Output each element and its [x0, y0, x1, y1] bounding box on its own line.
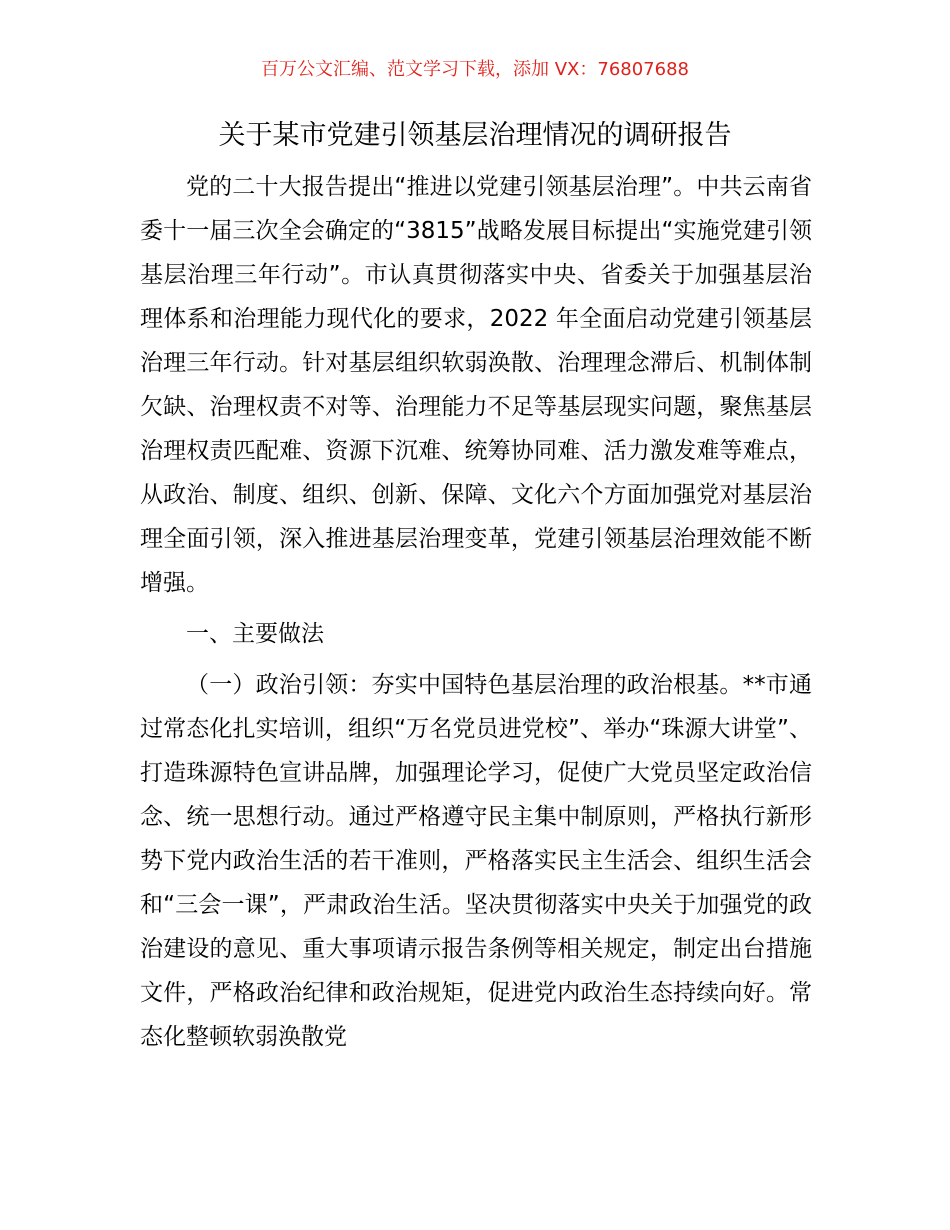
- document-title: 关于某市党建引领基层治理情况的调研报告: [218, 120, 732, 151]
- section-body-paragraph: （一）政治引领：夯实中国特色基层治理的政治根基。**市通过常态化扎实培训，组织“万名党员进党校”、举办“珠源大讲堂”、打造珠源特色宣讲品牌，加强理论学习，促使广大党员坚定政治信念、统一思想行动。通过严格遵守民主集中制原则，严格执行新形势下党内政治生活的若干准则，严格落实民主生活会、组织生活会和“三会一课”，严肃政治生活。坚决贯彻落实中央关于加强党的政治建设的意见、重大事项请示报告条例等相关规定，制定出台措施文件，严格政治纪律和政治规矩，促进党内政治生态持续向好。常态化整顿软弱涣散党: [140, 672, 812, 1050]
- header-watermark-note: 百万公文汇编、范文学习下载，添加 VX：76807688: [261, 59, 689, 80]
- document-body: [140, 165, 812, 1059]
- section-heading: 一、主要做法: [186, 621, 324, 647]
- intro-paragraph: 党的二十大报告提出“推进以党建引领基层治理”。中共云南省委十一届三次全会确定的“3815”战略发展目标提出“实施党建引领基层治理三年行动”。市认真贯彻落实中央、省委关于加强基层治理体系和治理能力现代化的要求，2022 年全面启动党建引领基层治理三年行动。针对基层组织软弱涣散、治理理念滞后、机制体制欠缺、治理权责不对等、治理能力不足等基层现实问题，聚焦基层治理权责匹配难、资源下沉难、统筹协同难、活力激发难等难点，从政治、制度、组织、创新、保障、文化六个方面加强党对基层治理全面引领，深入推进基层治理变革，党建引领基层治理效能不断增强。: [140, 174, 812, 596]
